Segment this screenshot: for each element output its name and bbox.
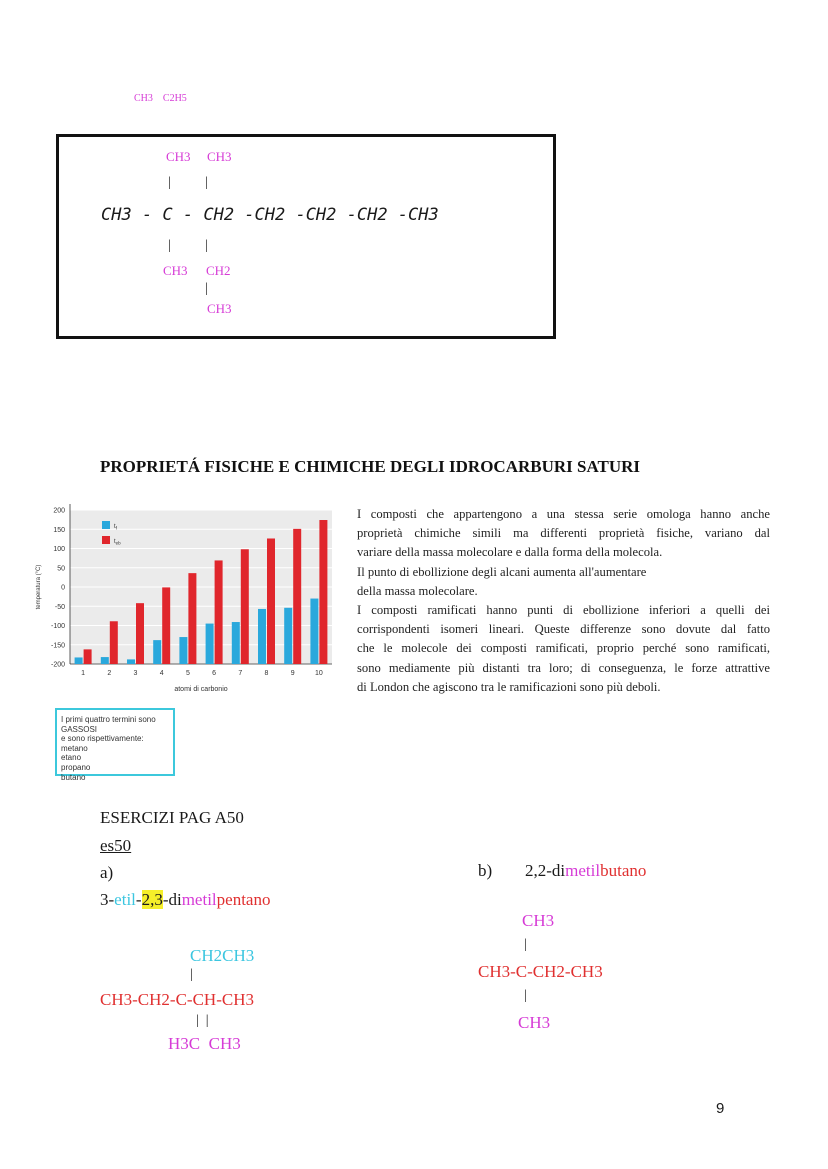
exercise-a-sub-bottom: H3C CH3	[168, 1034, 241, 1053]
bar-teb	[319, 520, 327, 664]
paragraph-line: Il punto di ebollizione degli alcani aumenta all'aumentare	[357, 564, 647, 579]
x-tick-label: 1	[81, 670, 86, 677]
bar-teb	[241, 549, 249, 664]
name-part: butano	[600, 861, 647, 880]
y-axis-label: temperatura (°C)	[36, 564, 42, 610]
y-tick-label: -150	[50, 642, 65, 650]
paragraph-line: corrispondenti isomeri lineari. Queste differenze sono dovute dal fatto	[357, 622, 770, 637]
formula1-bond-4: |	[205, 238, 208, 253]
name-part: etil	[114, 890, 136, 909]
chain-part: CH3	[478, 962, 511, 981]
exercise-b-name	[525, 861, 646, 881]
formula1-bond-2: |	[205, 175, 208, 190]
chain-part: C	[515, 962, 528, 981]
x-tick-label: 8	[264, 670, 269, 677]
section-title: PROPRIETÁ FISICHE E CHIMICHE DEGLI IDROCARBURI SATURI	[100, 457, 640, 476]
y-tick-label: 100	[53, 546, 65, 553]
exercise-a-sub-top: CH2CH3	[190, 946, 255, 965]
formula1-sub1-bottom: CH3	[163, 263, 188, 278]
y-tick-label: 50	[57, 565, 65, 573]
bar-teb	[84, 649, 92, 664]
bar-teb	[110, 621, 118, 664]
name-part: metil	[181, 890, 217, 909]
x-tick-label: 4	[159, 670, 164, 677]
note-line: metano	[61, 743, 88, 753]
name-part: 2,2-di	[525, 861, 566, 880]
chain-part: -CH2-	[527, 962, 571, 981]
bar-tf	[206, 624, 214, 664]
exercises-title: ESERCIZI PAG A50	[100, 808, 244, 827]
exercise-number: es50	[100, 836, 132, 855]
legend-label: $t_f$	[114, 524, 117, 531]
bar-teb	[188, 573, 196, 664]
bar-tf	[232, 622, 240, 664]
exercise-a-bonds2: | |	[196, 1013, 209, 1028]
legend-swatch	[102, 521, 110, 529]
bar-teb	[162, 587, 170, 664]
formula1-bond-5: |	[205, 281, 208, 296]
exercise-b-sub-top: CH3	[522, 911, 555, 930]
top-label	[134, 93, 187, 104]
formula1-bond-3: |	[168, 238, 171, 253]
paragraph-line: proprietà chimiche simili ma differenti proprietà fisiche, variano dal	[357, 526, 770, 541]
bar-teb	[136, 603, 144, 664]
note-line: butano	[61, 772, 86, 782]
paragraph-line: che le molecole dei composti ramificati, proprio perché sono ramificati,	[357, 641, 770, 656]
exercise-b-chain	[478, 962, 603, 982]
note-line: etano	[61, 753, 82, 763]
chain-part: -	[510, 962, 516, 981]
x-tick-label: 9	[290, 670, 295, 677]
chain-part: CH3	[570, 962, 603, 981]
formula-box	[56, 134, 556, 339]
bar-tf	[75, 657, 83, 664]
bar-tf	[310, 599, 318, 664]
formula1-sub3-bottom: CH3	[207, 301, 232, 316]
formula1-sub2-top: CH3	[207, 149, 232, 164]
chain-part: C	[175, 990, 187, 1009]
bar-teb	[293, 529, 301, 664]
chain-part: -CH2-	[132, 990, 176, 1009]
exercise-a-label: a)	[100, 863, 114, 882]
bar-tf	[179, 637, 187, 664]
paragraph-line: I composti ramificati hanno punti di ebollizione inferiori a quelli dei	[357, 603, 770, 618]
y-tick-label: -50	[54, 603, 65, 611]
exercise-b-bond-2: |	[524, 988, 527, 1003]
bar-tf	[258, 609, 266, 664]
y-tick-label: 0	[61, 584, 65, 592]
note-line: propano	[61, 762, 91, 772]
x-tick-label: 2	[107, 670, 112, 677]
bar-teb	[267, 538, 275, 664]
legend-label-sub: f	[115, 525, 117, 531]
exercise-a-name	[100, 890, 270, 910]
exercise-b-bond-1: |	[524, 937, 527, 952]
exercise-a-chain	[100, 990, 254, 1010]
legend-swatch	[102, 536, 110, 544]
formula1-sub1-top: CH3	[166, 149, 191, 164]
chain-part: CH3	[100, 990, 133, 1009]
bar-tf	[153, 640, 161, 664]
y-tick-label: -100	[50, 623, 65, 630]
bar-teb	[215, 560, 223, 664]
note-line: I primi quattro termini sono GASSOSI	[61, 715, 156, 734]
x-tick-label: 3	[133, 670, 138, 677]
paragraph-line: sono mediamente più distanti tra loro; di conseguenza, le forze attrattive	[357, 660, 770, 675]
top-label-b: C2H5	[162, 93, 187, 104]
formula1-bond-1: |	[168, 175, 171, 190]
name-part: 3-	[100, 890, 115, 909]
x-axis-label: atomi di carbonio	[174, 686, 228, 693]
top-label-a: CH3	[134, 93, 153, 104]
gas-note-box	[55, 708, 175, 782]
x-tick-label: 5	[185, 670, 190, 677]
note-line: e sono rispettivamente:	[61, 734, 144, 744]
chart-svg	[30, 500, 342, 695]
boiling-point-chart	[30, 500, 342, 695]
bar-tf	[101, 657, 109, 664]
properties-paragraph	[357, 505, 770, 697]
legend-label-sub: eb	[115, 540, 121, 546]
exercise-a-bond: |	[190, 967, 193, 982]
name-part: -	[135, 890, 142, 909]
paragraph-line: di London che agiscono tra le ramificazioni sono più deboli.	[357, 679, 661, 694]
exercise-b-label: b)	[478, 861, 493, 880]
x-tick-label: 7	[238, 670, 243, 677]
name-part-highlight: 2,3	[141, 890, 163, 909]
paragraph-line: I composti che appartengono a una stessa serie omologa hanno anche	[357, 507, 770, 521]
y-tick-label: 200	[53, 507, 65, 515]
bar-tf	[284, 608, 292, 664]
x-tick-label: 10	[315, 670, 323, 677]
paragraph-line: della massa molecolare.	[357, 583, 478, 598]
name-part: metil	[565, 861, 601, 880]
paragraph-line: variare della massa molecolare e dalla forma della molecola.	[357, 545, 663, 560]
formula1-sub2-bottom: CH2	[206, 263, 231, 278]
y-tick-label: -200	[50, 661, 65, 669]
y-tick-label: 150	[53, 526, 65, 534]
formula1-main-chain: CH3 - C - CH2 -CH2 -CH2 -CH2 -CH3	[101, 205, 439, 225]
legend-label: $t_{eb}$	[114, 539, 121, 546]
name-part: pentano	[216, 890, 271, 909]
name-part: -di	[162, 890, 182, 909]
bar-tf	[127, 659, 135, 664]
chain-part: -CH-CH3	[186, 990, 254, 1009]
page-number: 9	[716, 1100, 725, 1117]
exercise-b-sub-bottom: CH3	[518, 1013, 551, 1032]
x-tick-label: 6	[212, 670, 217, 677]
